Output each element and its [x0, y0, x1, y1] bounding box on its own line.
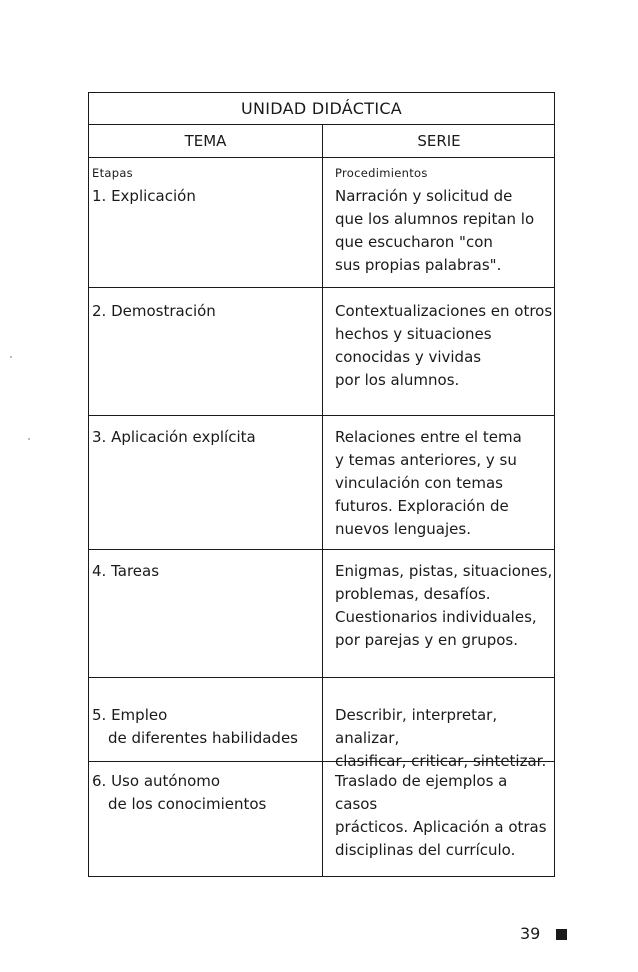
procedure-line: disciplinas del currículo. [335, 841, 516, 859]
table-title: UNIDAD DIDÁCTICA [89, 93, 554, 125]
stage-cell [89, 704, 322, 750]
procedure-line: clasificar, criticar, sintetizar. [335, 752, 547, 770]
procedure-line: y temas anteriores, y su [335, 451, 517, 469]
stage-cell [89, 300, 322, 323]
stage-cell [89, 426, 322, 449]
page-number: 39 [520, 924, 541, 943]
stage-label: 1. Explicación [92, 187, 196, 205]
stage-label: 4. Tareas [92, 562, 160, 580]
procedure-line: por los alumnos. [335, 371, 460, 389]
didactic-unit-table [88, 92, 555, 877]
stage-cell [89, 560, 322, 583]
subheader-procedimientos: Procedimientos [335, 166, 428, 180]
table-row [89, 550, 554, 678]
stage-cell [89, 162, 322, 208]
procedure-line: conocidas y vividas [335, 348, 482, 366]
table-row [89, 416, 554, 550]
stage-label: 3. Aplicación explícita [92, 428, 256, 446]
table-header-row [89, 125, 554, 158]
procedure-line: Relaciones entre el tema [335, 428, 522, 446]
stage-label-continued: de los conocimientos [108, 795, 267, 813]
procedure-cell [324, 162, 554, 277]
stage-label: 5. Empleo [92, 706, 168, 724]
procedure-cell [324, 560, 554, 652]
stage-label: 6. Uso autónomo [92, 772, 221, 790]
procedure-line: que los alumnos repitan lo [335, 210, 535, 228]
stage-label: 2. Demostración [92, 302, 216, 320]
stage-cell [89, 770, 322, 816]
procedure-line: Traslado de ejemplos a casos [335, 772, 508, 813]
procedure-line: prácticos. Aplicación a otras [335, 818, 547, 836]
table-row [89, 288, 554, 416]
procedure-line: nuevos lenguajes. [335, 520, 471, 538]
header-serie: SERIE [417, 132, 461, 150]
page-marker-square [556, 929, 567, 940]
procedure-cell [324, 300, 554, 392]
procedure-line: Cuestionarios individuales, [335, 608, 537, 626]
procedure-line: sus propias palabras". [335, 256, 502, 274]
procedure-line: que escucharon "con [335, 233, 493, 251]
procedure-line: problemas, desafíos. [335, 585, 491, 603]
procedure-cell [324, 770, 554, 862]
procedure-line: vinculación con temas [335, 474, 503, 492]
header-tema: TEMA [184, 132, 227, 150]
table-row [89, 158, 554, 288]
procedure-line: hechos y situaciones [335, 325, 492, 343]
scan-speck [28, 438, 30, 440]
procedure-line: Contextualizaciones en otros [335, 302, 553, 320]
procedure-line: Narración y solicitud de [335, 187, 513, 205]
procedure-line: Describir, interpretar, analizar, [335, 706, 498, 747]
table-row [89, 762, 554, 878]
stage-label-continued: de diferentes habilidades [108, 729, 298, 747]
procedure-cell [324, 426, 554, 541]
procedure-line: Enigmas, pistas, situaciones, [335, 562, 553, 580]
table-row [89, 678, 554, 770]
procedure-line: futuros. Exploración de [335, 497, 509, 515]
scan-speck [10, 356, 12, 358]
procedure-line: por parejas y en grupos. [335, 631, 518, 649]
subheader-etapas: Etapas [92, 166, 133, 180]
